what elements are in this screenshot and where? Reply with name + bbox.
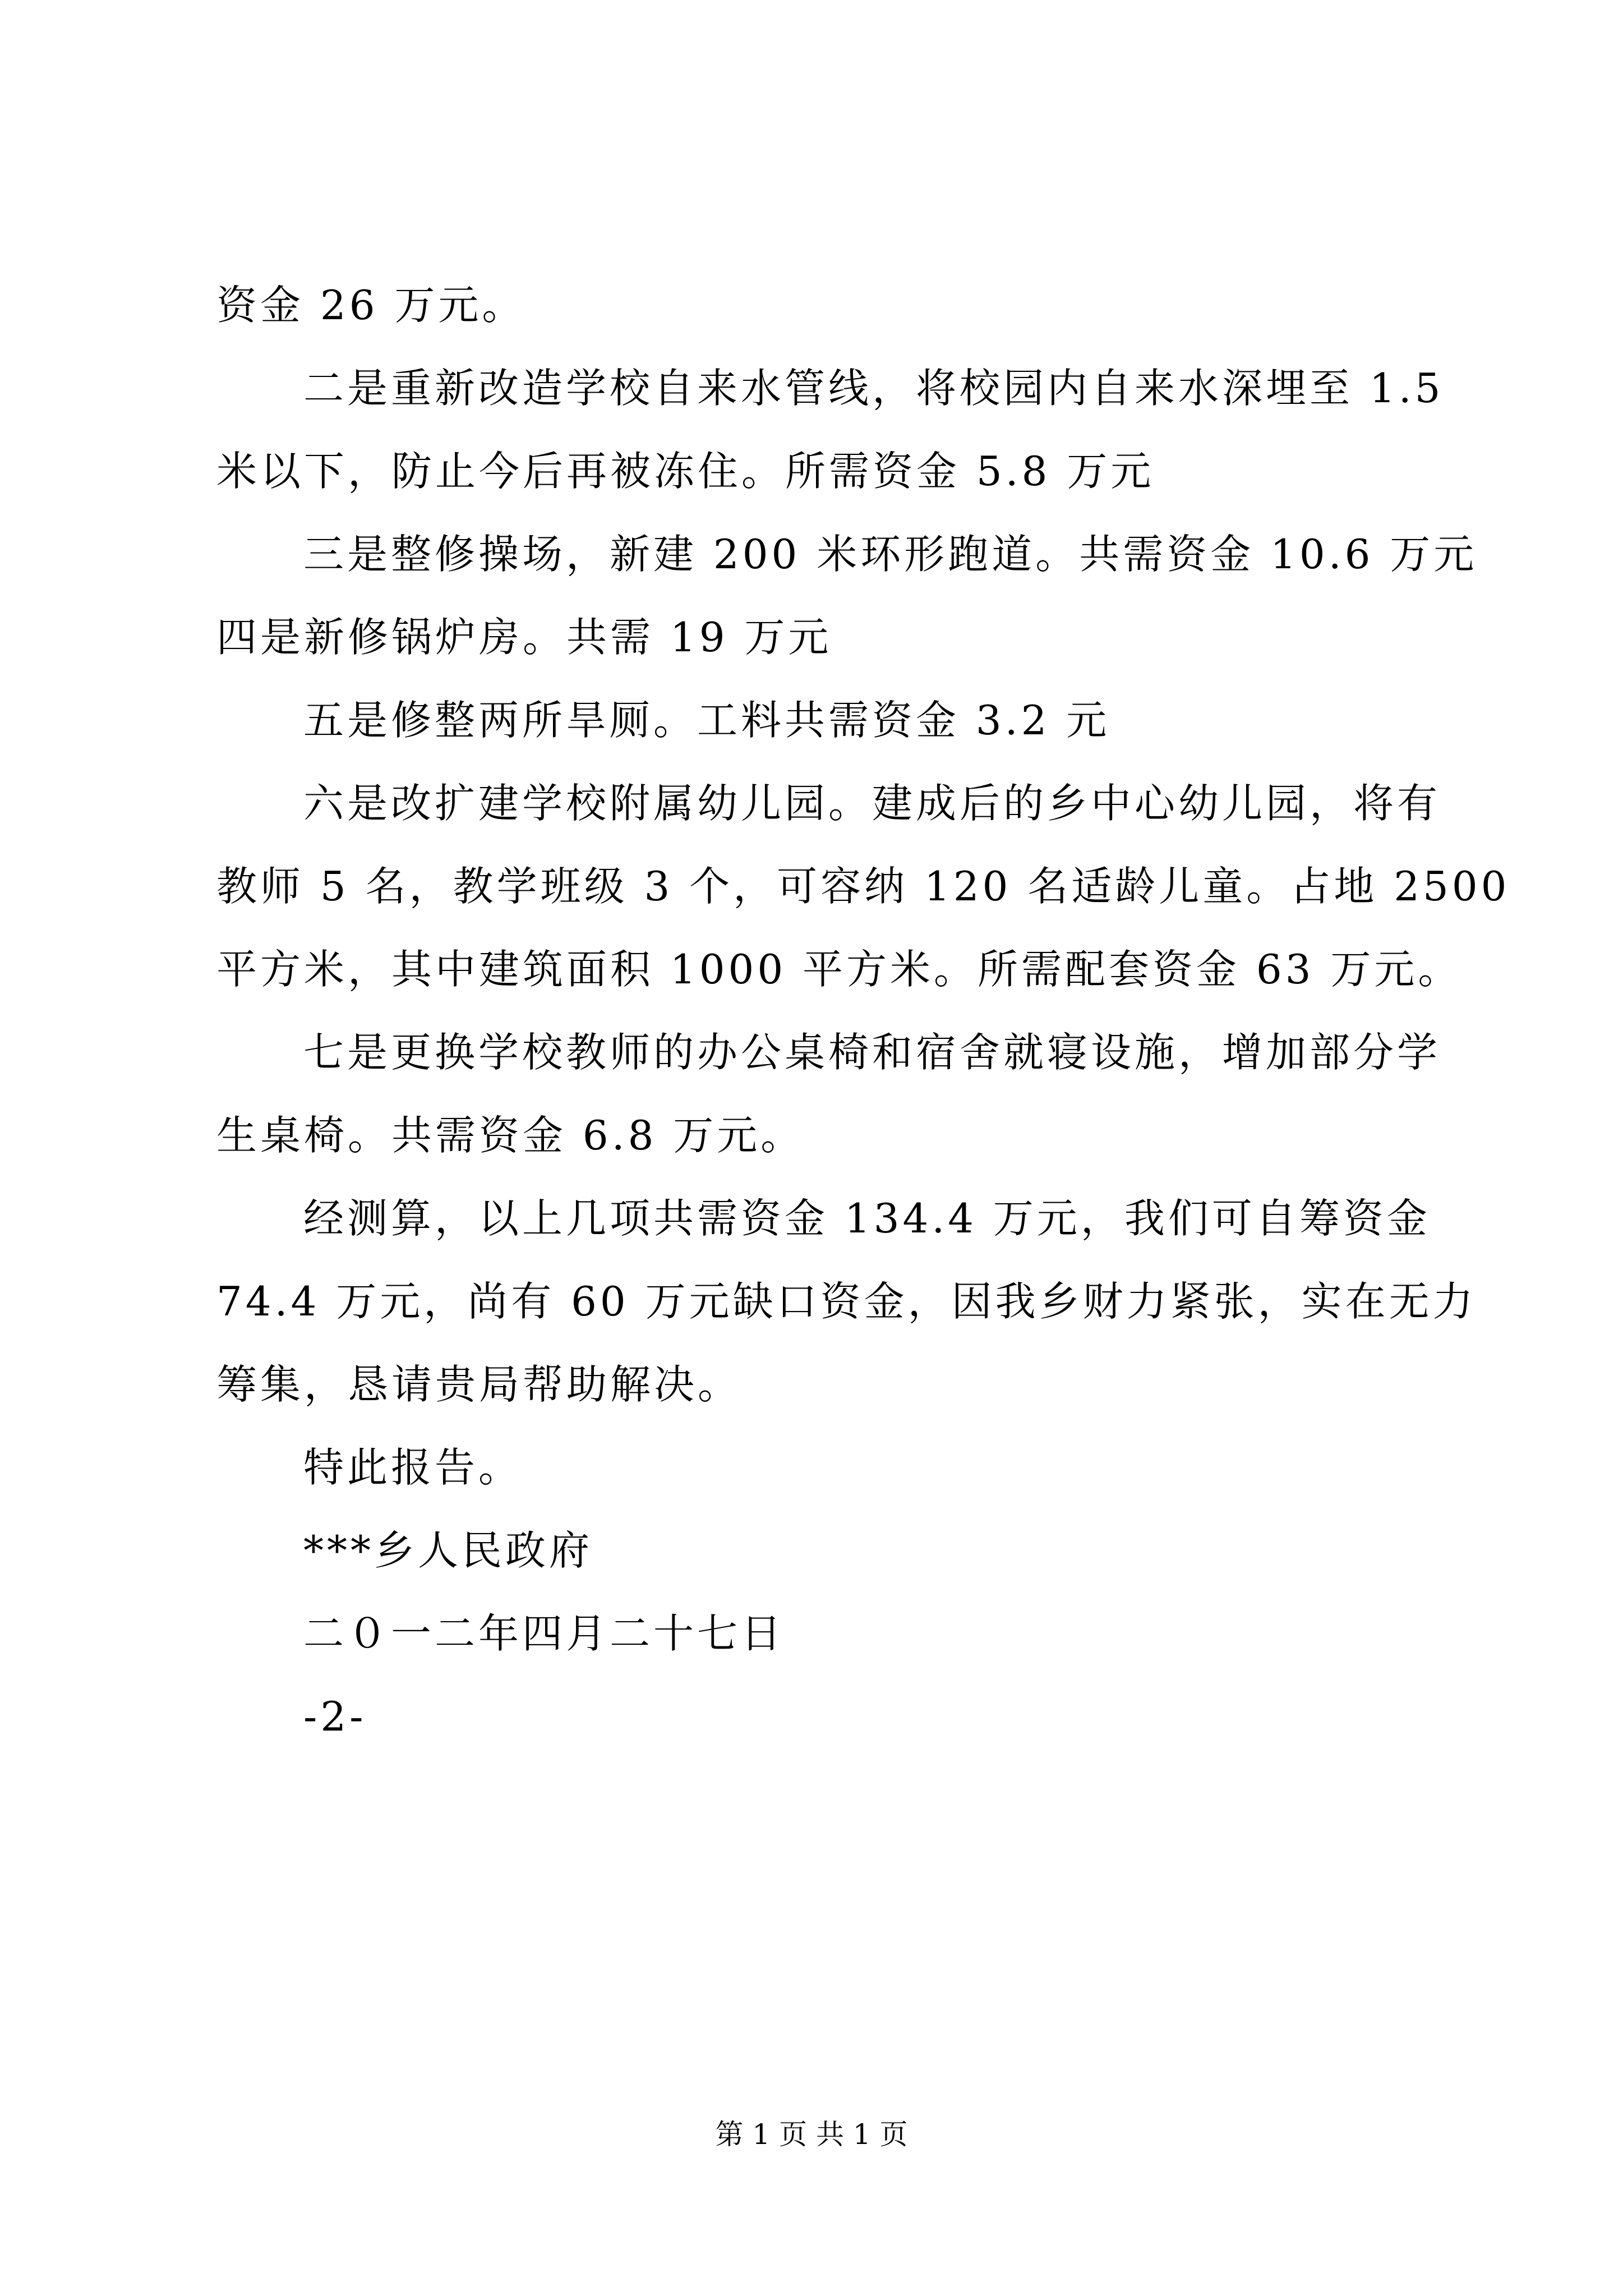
document-date: 二０一二年四月二十七日	[303, 1610, 785, 1657]
text-line: 五是修整两所旱厕。工料共需资金 3.2 元	[303, 697, 1110, 744]
text-line: 米以下，防止今后再被冻住。所需资金 5.8 万元	[216, 448, 1155, 495]
text-line: 三是整修操场，新建 200 米环形跑道。共需资金 10.6 万元	[303, 531, 1478, 578]
text-line: 六是改扩建学校附属幼儿园。建成后的乡中心幼儿园，将有	[303, 780, 1441, 827]
signatory: ***乡人民政府	[303, 1527, 593, 1574]
document-body	[216, 264, 1510, 1758]
text-line: 平方米，其中建筑面积 1000 平方米。所需配套资金 63 万元。	[216, 946, 1462, 993]
text-line: 74.4 万元，尚有 60 万元缺口资金，因我乡财力紧张，实在无力	[216, 1278, 1477, 1325]
text-line: 教师 5 名，教学班级 3 个，可容纳 120 名适龄儿童。占地 2500	[216, 863, 1510, 910]
text-line: 资金 26 万元。	[216, 282, 526, 329]
inline-page-number: -2-	[303, 1693, 367, 1740]
text-line: 筹集，恳请贵局帮助解决。	[216, 1361, 742, 1408]
text-line: 七是更换学校教师的办公桌椅和宿舍就寝设施，增加部分学	[303, 1029, 1441, 1076]
text-line: 四是新修锅炉房。共需 19 万元	[216, 614, 832, 661]
text-line: 经测算，以上几项共需资金 134.4 万元，我们可自筹资金	[303, 1195, 1431, 1242]
text-line: 生桌椅。共需资金 6.8 万元。	[216, 1112, 805, 1159]
text-line: 二是重新改造学校自来水管线，将校园内自来水深埋至 1.5	[303, 365, 1444, 412]
closing-remark: 特此报告。	[303, 1444, 523, 1491]
page-footer: 第 1 页 共 1 页	[715, 2118, 908, 2151]
